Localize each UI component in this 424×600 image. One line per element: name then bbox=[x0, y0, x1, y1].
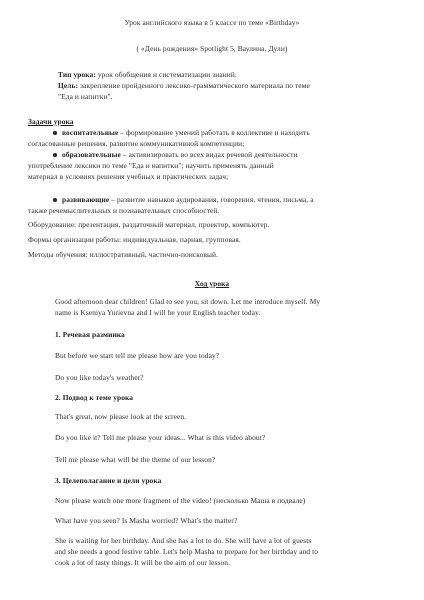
work-forms-line: Формы организации работы: индивидуальная, парная, групповая. bbox=[28, 235, 241, 244]
dialogue-line: and she needs a good festive table. Let's help Masha to prepare for her birthday and to bbox=[55, 547, 319, 556]
dialogue-line: She is waiting for her birthday. And she has a lot to do. She will have a lot of guests bbox=[55, 536, 312, 545]
lesson-goal-label: Цель: bbox=[58, 81, 79, 90]
task-text-cont: материал в условиях решения учебных и практических задач; bbox=[28, 172, 229, 181]
task-item-educational bbox=[62, 128, 402, 137]
stage-title-topic: 2. Подвод к теме урока bbox=[55, 393, 134, 402]
dialogue-line: Tell me please what will be the theme of our lesson? bbox=[55, 455, 216, 464]
bullet-icon bbox=[53, 131, 57, 135]
dialogue-line: Now please watch one more fragment of the video! (несколько Маша в подвале) bbox=[55, 496, 306, 505]
intro-line: name is Kseniya Yurievna and I will be your English teacher today. bbox=[55, 308, 261, 317]
bullet-icon bbox=[53, 153, 57, 157]
lesson-type-label: Тип урока: bbox=[58, 70, 96, 79]
stage-title-warmup: 1. Речевая разминка bbox=[55, 330, 125, 339]
lesson-type-text: урок обобщения и систематизации знаний. bbox=[97, 70, 237, 79]
task-text-cont: употребление лексики по теме "Еда и напитки"; научить применять данный bbox=[28, 161, 274, 170]
lesson-goal-text-cont: "Еда и напитки". bbox=[58, 92, 113, 101]
lesson-goal-text: закрепление пройденного лексико-грамматического материала по теме bbox=[80, 81, 310, 90]
task-item-developing bbox=[62, 195, 402, 204]
document-title: Урок английского языка в 5 классе по теме «Birthday» bbox=[124, 18, 300, 27]
dialogue-line: Do you like today's weather? bbox=[55, 373, 144, 382]
task-term: развивающие bbox=[62, 195, 110, 204]
equipment-line: Оборудование: презентация, раздаточный материал, проектор, компьютер. bbox=[28, 220, 270, 229]
methods-line: Методы обучения: иллюстративный, частично-поисковый. bbox=[28, 250, 219, 259]
task-text: – формирование умений работать в коллективе и находить bbox=[120, 128, 310, 137]
dialogue-line: That's great, now please look at the screen. bbox=[55, 412, 187, 421]
task-text-cont: согласованные решения, развитие коммуникативной компетенции; bbox=[28, 139, 245, 148]
dialogue-line: But before we start tell me please how are you today? bbox=[55, 351, 220, 360]
task-term: образовательные bbox=[62, 150, 121, 159]
tasks-heading: Задачи урока bbox=[28, 117, 74, 126]
task-text-cont: также речемыслительных и познавательных способностей. bbox=[28, 206, 220, 215]
task-term: воспитательные bbox=[62, 128, 119, 137]
dialogue-line: Do you like it? Tell me please your ideas... What is this video about? bbox=[55, 433, 266, 442]
task-text: – активизировать во всех видах речевой деятельности bbox=[122, 150, 298, 159]
task-item-learning bbox=[62, 150, 402, 159]
lesson-type-line bbox=[58, 70, 398, 79]
dialogue-line: What have you seen? Is Masha worried? What's the matter? bbox=[55, 516, 238, 525]
intro-line: Good afternoon dear children! Glad to see you, sit down. Let me introduce myself. My bbox=[55, 297, 321, 306]
document-subtitle: ( «День рождения» Spotlight 5, Ваулина, Дули) bbox=[136, 44, 288, 53]
stage-title-goals: 3. Целеполагание и цели урока bbox=[55, 476, 162, 485]
lesson-goal-line bbox=[58, 81, 398, 90]
course-heading: Ход урока bbox=[194, 279, 230, 288]
dialogue-line: cook a lot of tasty things. It will be the aim of our lesson. bbox=[55, 558, 231, 567]
bullet-icon bbox=[53, 198, 57, 202]
task-text: – развитие навыков аудирования, говорения, чтения, письма, а bbox=[111, 195, 314, 204]
